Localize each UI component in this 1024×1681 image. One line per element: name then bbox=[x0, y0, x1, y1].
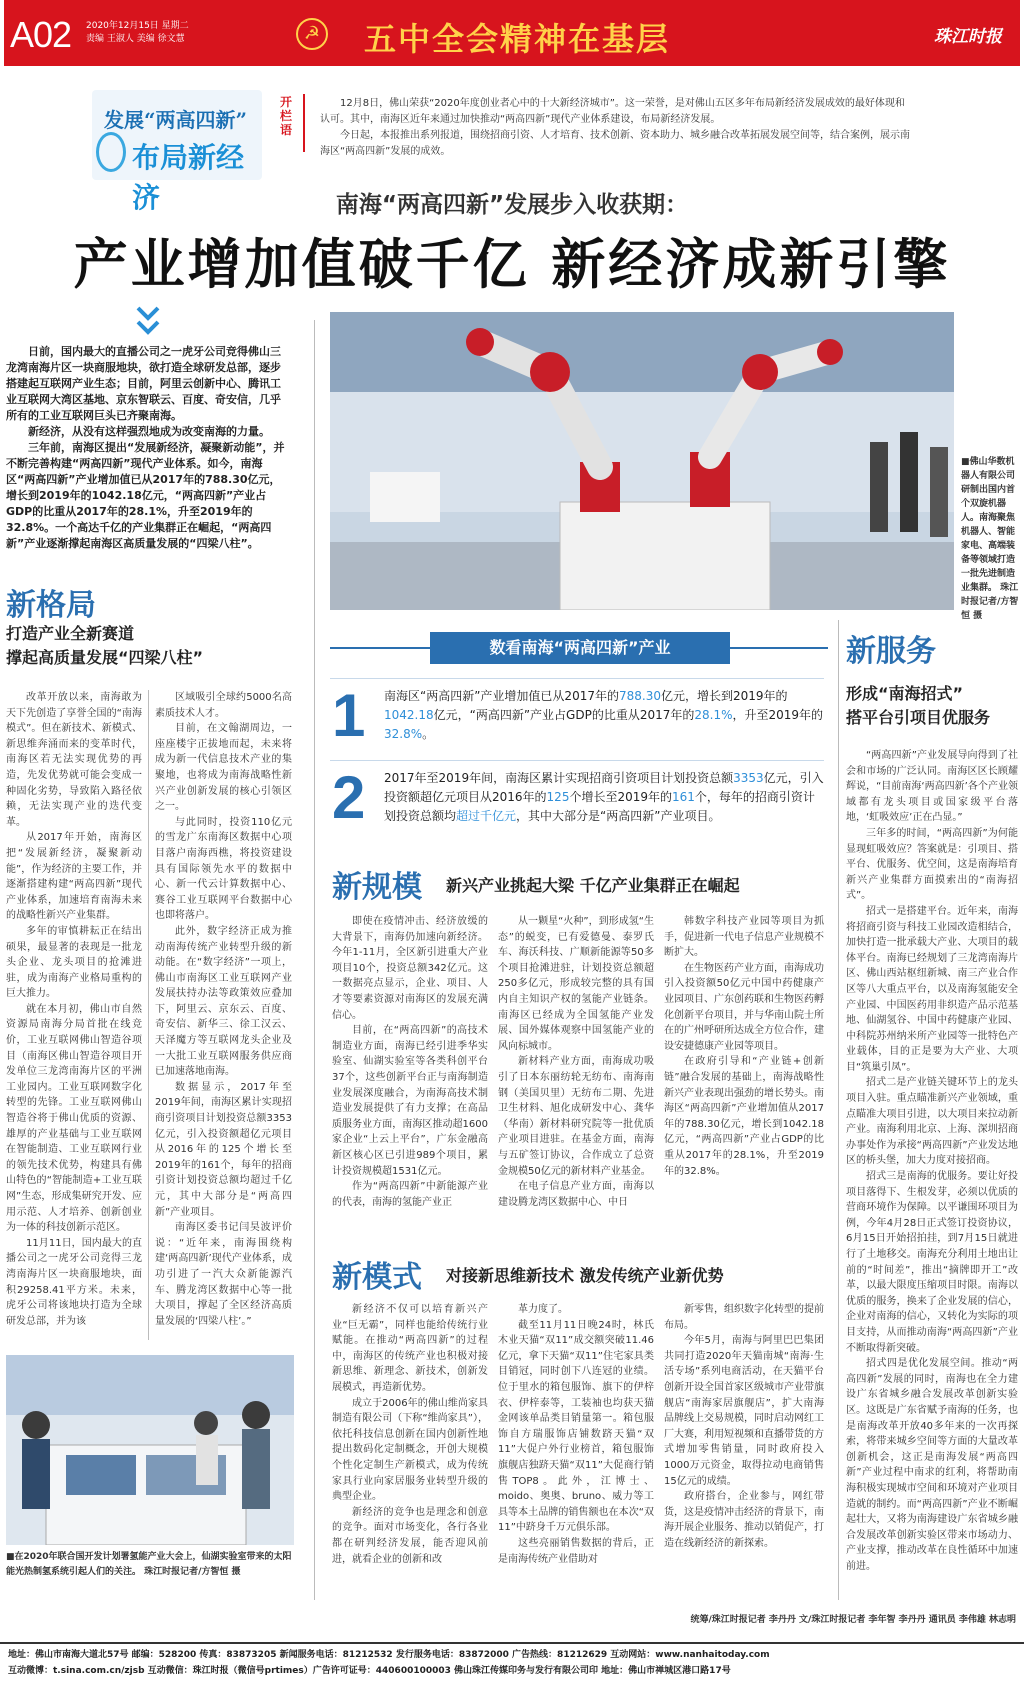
swirl-icon bbox=[96, 132, 126, 172]
body-paragraph: 招式三是南海的优服务。要让好投项目落得下、生根发芽，必须以优质的营商环境作为保障。以平谦围环项目为例，今年4月28日正式签订投资协议，6月15日开始招拍挂，到7月15日就进行了土地移交。南海充分利用土地出让前的“时间差”，推出“摘牌即开工”改革，以最大限度压缩项目时限。南海以优质的服务，换来了企业发展的信心，企业对南海的信心，又转化为实际的项目支持，从而推动南海“两高四新”产业不断取得新突破。 bbox=[846, 1171, 1018, 1354]
stat-segment: 亿元，增长到2019年的 bbox=[660, 689, 788, 703]
body-paragraph: 政府搭台，企业参与，网红带货，这是疫情冲击经济的背景下，南海开展企业服务、推动以销促产，打造在线新经济的新探索。 bbox=[664, 1491, 824, 1549]
body-paragraph: 招式四是优化发展空间。推动“两高四新”发展的同时，南海也在全力建设广东省城乡融合发展改革创新实验区。这既是广东省赋予南海的任务，也是南海改革开放40多年来的一次再探索，将带来城乡空间等方面的大量改革创新机会，这正是南海发展“两高四新”产业过程中南求的红利，将帮助南海积极实现城市空间和环境对产业项目造就的制约。而“两高四新”产业不断崛起壮大，又将为南海建设广东省城乡融合发展改革创新实验区带来市场动力、产业支撑，推动改革在良性循环中加速前进。 bbox=[846, 1358, 1018, 1572]
stat-item bbox=[330, 678, 824, 750]
section-subheading: 新兴产业挑起大梁 千亿产业集群正在崛起 bbox=[446, 876, 740, 895]
body-paragraph: 成立于2006年的佛山维尚家具制造有限公司（下称“维尚家具”），依托科技信息创新在国内创新性地提出数码化定制概念，开创大规模个性化定制生产新模式，成为传统家具行业向家居服务业转型升级的典型企业。 bbox=[332, 1397, 488, 1503]
subheading-line: 形成“南海招式” bbox=[846, 684, 964, 703]
lead-paragraphs bbox=[6, 344, 290, 552]
body-paragraph: 新经济的竞争也是理念和创意的竞争。面对市场变化，各行各业都在研判经济发展，能否迎风前进，就看企业的创新和改 bbox=[332, 1506, 488, 1565]
stat-segment: ，升至2019年的 bbox=[732, 708, 824, 722]
lead-paragraph: 新经济，从没有这样强烈地成为改变南海的力量。 bbox=[28, 425, 270, 438]
body-paragraph: 三年多的时间，“两高四新”为何能显现虹吸效应？答案就是：引项目、搭平台、优服务、优空间，这是南海培育新兴产业集群方面摸索出的“南海招式”。 bbox=[846, 827, 1018, 902]
column-logo-line2: 布局新经济 bbox=[132, 141, 245, 214]
column-logo bbox=[92, 90, 262, 214]
stat-segment: ，其中大部分是“两高四新”产业项目。 bbox=[516, 809, 721, 823]
issue-editors: 责编 王淑人 美编 徐文慧 bbox=[86, 34, 185, 44]
intro-divider bbox=[303, 94, 305, 152]
body-paragraph: “两高四新”产业发展导向得到了社会和市场的广泛认同。南海区区长顾耀辉说，“目前南海‘两高四新’各个产业领域都有龙头项目或国家级平台落地，‘虹吸效应’正在凸显。” bbox=[846, 750, 1018, 824]
column-divider bbox=[148, 690, 149, 1340]
intro-paragraph: 今日起，本报推出系列报道，围绕招商引资、人才培育、技术创新、资本助力、城乡融合改革拓展发展空间等，结合案例，展示南海区“两高四新”发展的成效。 bbox=[320, 130, 910, 157]
page-number: A02 bbox=[10, 14, 72, 55]
issue-meta bbox=[86, 20, 189, 46]
stat-highlight: 3353 bbox=[733, 771, 764, 785]
stat-highlight: 32.8% bbox=[384, 727, 423, 741]
body-paragraph: 招式一是搭建平台。近年来，南海将招商引资与科技工业园改造相结合，加快打造一批承载大产业、大项目的载体平台。南海已经规划了三龙湾南海片区、佛山西站枢纽新城、南三产业合作区等八大重点平台，以及南海氢能安全产业园、中国医药用非织造产品示范基地、仙湖氢谷、中国中药健康产业园、中科院苏州纳米所产业园等一批特色产业载体，目的正是要为大产业、大项目“筑巢引凤”。 bbox=[846, 905, 1018, 1073]
stat-highlight: 1042.18 bbox=[384, 708, 434, 722]
body-paragraph: 在电子信息产业方面，南海以建设腾龙湾区数据中心、中日 bbox=[498, 1181, 654, 1208]
hydrogen-expo-photo bbox=[6, 1355, 294, 1545]
text-column bbox=[846, 748, 1018, 1604]
party-emblem-icon: ☭ bbox=[296, 18, 328, 50]
body-paragraph: 作为“两高四新”中新能源产业的代表，南海的氢能产业正 bbox=[332, 1181, 488, 1208]
stat-item bbox=[330, 760, 824, 850]
body-paragraph: 即使在疫情冲击、经济放缓的大背景下，南海仍加速向新经济。今年1-11月，全区新引进重大产业项目10个，投资总额342亿元。这一数据亮点显示，企业、项目、人才等要素资源对南海区的发展充满信心。 bbox=[332, 916, 488, 1021]
data-banner bbox=[330, 628, 828, 668]
column-intro bbox=[320, 96, 910, 160]
section-subheading bbox=[6, 622, 203, 670]
section-heading-new-model: 新模式 bbox=[332, 1260, 422, 1295]
stat-highlight: 125 bbox=[546, 790, 570, 804]
stat-segment: 个增长至2019年的 bbox=[569, 790, 672, 804]
body-paragraph: 目前，在“两高四新”的高技术制造业方面，南海已经引进季华实验室、仙湖实验室等各类科创平台37个，这些创新平台正与南海制造业发展深度融合，为南海高技术制造业发展提供了有力支撑；在高品质服务业方面，南海区推动超1600家企业“上云上平台”，广东金融高新区核心区已引进989个项目，累计投资规模超1531亿元。 bbox=[332, 1025, 488, 1177]
footer-line: 地址：佛山市南海大道北57号 邮编：528200 传真：83873205 新闻服务电话：81212532 发行服务电话：83872000 广告热线：81212629 互动网站：www.nanhaitoday.com bbox=[8, 1650, 770, 1660]
stat-text bbox=[384, 769, 824, 826]
section-heading-new-service: 新服务 bbox=[846, 634, 936, 669]
body-paragraph: 与此同时，投资110亿元的雪龙广东南海区数据中心项目落户南海西樵，将投资建设具有国际领先水平的数据中心、新一代云计算数据中心、赛谷工业互联网平台数据中心也即将落户。 bbox=[155, 816, 292, 922]
section-heading-new-pattern: 新格局 bbox=[6, 588, 96, 623]
footer-line: 互动微博：t.sina.com.cn/zjsb 互动微信：珠江时报（微信号prtimes）广告许可证号：440600100003 佛山珠江传媒印务与发行有限公司印 地址：佛山市禅城区港口路17号 bbox=[8, 1666, 731, 1676]
body-paragraph: 招式二是产业链关键环节上的龙头项目入驻。重点瞄准新兴产业领域，重点瞄准大项目引进，以大项目来拉动新产业。南海利用北京、上海、深圳招商办事处作为承接“两高四新”产业发达地区的桥头堡，加大力度对接招商。 bbox=[846, 1077, 1018, 1167]
headline: 产业增加值破千亿 新经济成新引擎 bbox=[73, 233, 951, 296]
intro-paragraph: 12月8日，佛山荣获“2020年度创业者心中的十大新经济城市”。这一荣誉，是对佛山五区多年布局新经济发展成效的最好体现和认可。其中，南海区近年来通过加快推动“两高四新”现代产业体系建设，布局新经济发展。 bbox=[320, 98, 905, 125]
masthead bbox=[4, 0, 1020, 66]
body-paragraph: 目前，在文翰湖周边，一座座楼宇正拔地而起，未来将成为新一代信息技术产业的集聚地，也将成为南海战略性新兴产业创新发展的核心引领区之一。 bbox=[155, 723, 292, 813]
lead-paragraph: 日前，国内最大的直播公司之一虎牙公司竞得佛山三龙湾南海片区一块商服地块，欲打造全球研发总部，逐步搭建起互联网产业生态；目前，阿里云创新中心、腾讯工业互联网大湾区基地、京东智联云、百度、奇安信，几乎所有的工业互联网巨头已齐聚南海。 bbox=[6, 345, 281, 422]
body-paragraph: 在生物医药产业方面，南海成功引入投资额50亿元中国中药健康产业园项目、广东创药联和生物医药孵化创新平台项目，并与华南山院士所在的广州呼研所达成全方位合作，建设安捷德康产业园等项目。 bbox=[664, 962, 824, 1052]
text-column bbox=[155, 690, 292, 1340]
body-paragraph: 从2017年开始，南海区把“发展新经济，凝聚新动能”，作为经济的主要工作，并逐渐搭建构建“两高四新”现代产业体系，加速培育南海未来的战略性新兴产业集群。 bbox=[6, 832, 142, 922]
lead-paragraph: 三年前，南海区提出“发展新经济，凝聚新动能”，并不断完善构建“两高四新”现代产业体系。如今，南海区“两高四新”产业增加值已从2017年的788.30亿元，增长到2019年的1042.18亿元，“两高四新”产业占GDP的比重从2017年的28.1%，升至2019年的32.8%。一个高达千亿的产业集群正在崛起，“两高四新”产业逐渐撑起南海区高质量发展的“四梁八柱”。 bbox=[6, 441, 285, 550]
stat-number: 2 bbox=[332, 764, 366, 831]
body-paragraph: 就在本月初，佛山市自然资源局南海分局首批在线竞价，工业互联网佛山智造谷项目（南海区佛山智造谷项目开发单位三龙湾南海片区的平洲工业园内。工业互联网数字化转型的先锋。工业互联网佛山智造谷将于佛山优质的资源、雄厚的产业基础与工业互联网在智能制造、工业互联网行业的领先技术优势，构建具有佛山特色的“智能制造+工业互联网”生态，形成集研究开发、应用示范、人才培养、创新创业为一体的科技创新示范区。 bbox=[6, 1003, 142, 1234]
stat-highlight: 超过千亿元 bbox=[456, 809, 517, 823]
body-paragraph: 革力度了。 bbox=[518, 1304, 568, 1315]
issue-date: 2020年12月15日 星期二 bbox=[86, 21, 189, 31]
stat-text bbox=[384, 687, 824, 744]
text-column bbox=[664, 1302, 824, 1602]
text-column bbox=[498, 914, 654, 1234]
body-paragraph: 新材料产业方面，南海成功吸引了日本东丽纺轮无纺布、南海南钢（美国贝里）无纺布二期、先进卫生材料、旭化成研发中心、龚华（华南）新材料研究院等一批优质产业项目进驻。在基金方面，南海与五矿签订协议，合作成立了总资金规模50亿元的新材料产业基金。 bbox=[498, 1056, 654, 1177]
subheading-line: 打造产业全新赛道 bbox=[6, 624, 135, 643]
headline-kicker: 南海“两高四新”发展步入收获期： bbox=[335, 192, 689, 218]
body-paragraph: 多年的审慎耕耘正在结出硕果，最显著的表现是一批龙头企业、龙头项目的抢滩进驻，成为南海产业格局重构的巨大推力。 bbox=[6, 925, 142, 1000]
stat-highlight: 28.1% bbox=[694, 708, 733, 722]
text-column bbox=[332, 1302, 488, 1602]
photo-caption: ■在2020年联合国开发计划署氢能产业大会上，仙湖实验室带来的太阳能光热制氢系统引起人们的关注。 珠江时报记者/方智恒 摄 bbox=[6, 1552, 292, 1577]
photo-caption: ■佛山华数机器人有限公司研制出国内首个双旋机器人。南海聚焦机器人、智能家电、高端装备等领域打造一批先进制造业集群。 珠江时报记者/方智恒 摄 bbox=[961, 457, 1019, 621]
stat-highlight: 788.30 bbox=[618, 689, 661, 703]
stat-segment: 南海区“两高四新”产业增加值已从2017年的 bbox=[384, 689, 619, 703]
subheading-line: 搭平台引项目优服务 bbox=[846, 708, 991, 727]
page-footer bbox=[0, 1642, 1024, 1681]
section-heading-new-scale: 新规模 bbox=[332, 870, 422, 905]
column-intro-label: 开栏语 bbox=[280, 95, 293, 137]
subheading-line: 撑起高质量发展“四梁八柱” bbox=[6, 648, 204, 667]
stat-segment: 个，每年的招商引资计划投资总额均 bbox=[384, 790, 815, 823]
text-column bbox=[664, 914, 824, 1234]
text-column bbox=[498, 1302, 654, 1602]
body-paragraph: 这些亮丽销售数据的背后，正是南海传统产业借助对 bbox=[498, 1537, 654, 1565]
body-paragraph: 11月11日，国内最大的直播公司之一虎牙公司竞得三龙湾南海片区一块商服地块，面积29258.41平方米。未来，虎牙公司将该地块打造为全球研发总部，并为该 bbox=[6, 1237, 142, 1327]
body-paragraph: 今年5月，南海与阿里巴巴集团共同打造2020年天猫南城“南海·生活专场”系列电商活动，在天猫平台创新开设全国首家区级城市产业带旗舰店“南海家居旗舰店”，扩大南海品牌线上交易规模，同时启动网红工厂大赛，利用短视频和直播带货的方式增加零售销量，同时政府投入1000万元资金，取得拉动电商销售15亿元的成绩。 bbox=[664, 1335, 824, 1487]
stat-segment: 亿元，引入投资额超亿元项目从2016年的 bbox=[384, 771, 824, 804]
column-divider bbox=[314, 320, 315, 1600]
body-paragraph: 从一颗星“火种”，到形成氢“生态”的蜕变，已有爱德曼、泰罗氏车、海沃科技、广顺新能源等50多个项目抢滩进驻，计划投资总额超250多亿元，形成较完整的具有国内自主知识产权的氢能产业链条。南海区已经成为全国氢能产业发展、国外媒体观察中国氢能产业的风向标城市。 bbox=[498, 916, 654, 1052]
section-subheading: 对接新思维新技术 激发传统产业新优势 bbox=[446, 1266, 724, 1285]
stat-highlight: 161 bbox=[672, 790, 695, 804]
body-paragraph: 在政府引导和“产业链+创新链”融合发展的基础上，南海战略性新兴产业表现出强劲的增长势头。南海区“两高四新”产业增加值从2017年的788.30亿元，增长到1042.18亿元，“两高四新”产业占GDP的比重从2017年的28.1%，升至2019年的32.8%。 bbox=[664, 1056, 824, 1177]
byline-credits: 统筹/珠江时报记者 李丹丹 文/珠江时报记者 李年智 李丹丹 通讯员 李伟雄 林志明 bbox=[690, 1615, 1016, 1625]
body-paragraph: 新经济不仅可以培育新兴产业“巨无霸”，同样也能给传统行业赋能。在推动“两高四新”的过程中，南海区的传统产业也积极对接新思维、新理念、新技术，创新发展模式，再造新优势。 bbox=[332, 1304, 488, 1393]
body-paragraph: 南海区委书记闫昊波评价说：“近年来，南海围绕构建‘两高四新’现代产业体系，成功引进了一汽大众新能源汽车、腾龙湾区数据中心等一批大项目，撑起了全区经济高质量发展的‘四梁八柱’。” bbox=[155, 1222, 292, 1327]
section-title: 五中全会精神在基层 bbox=[364, 20, 671, 58]
body-paragraph: 此外，数字经济正成为推动南海传统产业转型升级的新动能。在“数字经济”一项上，佛山市南海区工业互联网产业发展扶持办法等政策效应叠加下，阿里云、京东云、百度、奇安信、新华三、徐工汉云、天泽魔方等互联网龙头企业及一大批工业互联网服务供应商已加速落地南海。 bbox=[155, 925, 292, 1078]
body-paragraph: 截至11月11日晚24时，林氏木业天猫“双11”成交额突破11.46亿元，拿下天猫“双11”住宅家具类目销冠，同时创下八连冠的业绩。位于里水的箱包服饰、旗下的伊梓衣、伊梓泰等，工装袖也均获天猫金网该单品类目销量第一。箱包服饰自方瑞服饰店铺数跻天猫“双11”大促户外行业榜首，箱包服饰旗舰店独跻天猫“双11”大促商行销售TOP8。此外，江博士、moido、奥奥、bruno、威力等工具等本土品牌的销售额也在本次“双11”中跻身千万元俱乐部。 bbox=[498, 1319, 654, 1534]
section-subheading bbox=[846, 682, 990, 730]
banner-title: 数看南海“两高四新”产业 bbox=[430, 632, 730, 664]
stat-segment: 2017年至2019年间，南海区累计实现招商引资项目计划投资总额 bbox=[384, 771, 734, 785]
robot-photo bbox=[330, 312, 954, 610]
paper-logo: 珠江时报 bbox=[934, 27, 1002, 47]
chevron-down-icon bbox=[135, 305, 161, 339]
stat-number: 1 bbox=[332, 682, 366, 749]
text-column bbox=[332, 914, 488, 1234]
stat-segment: 。 bbox=[422, 727, 435, 741]
body-paragraph: 新零售，组织数字化转型的提前布局。 bbox=[664, 1304, 824, 1331]
column-divider bbox=[838, 620, 839, 1600]
body-paragraph: 改革开放以来，南海敢为天下先创造了享誉全国的“南海模式”。但在新技术、新模式、新思维奔涌而来的变革时代，南海区若无法实现优势的再造，先发优势就可能会变成一种固化劣势，导致陷入路径依赖，无法实现产业的迭代变革。 bbox=[6, 692, 142, 828]
body-paragraph: 数据显示，2017年至2019年间，南海区累计实现招商引资项目计划投资总额3353亿元，引入投资额超亿元项目从2016年的125个增长至2019年的161个，每年的招商引资计划投资总额均超过千亿元，其中大部分是“两高四新”产业项目。 bbox=[155, 1081, 292, 1218]
column-logo-line1: 发展“两高四新” bbox=[104, 108, 248, 132]
text-column bbox=[6, 690, 142, 1340]
body-paragraph: 韩数字科技产业园等项目为抓手，促进新一代电子信息产业规模不断扩大。 bbox=[664, 916, 824, 959]
stat-segment: 亿元，“两高四新”产业占GDP的比重从2017年的 bbox=[433, 708, 695, 722]
body-paragraph: 区域吸引全球约5000名高素质技术人才。 bbox=[155, 692, 292, 719]
